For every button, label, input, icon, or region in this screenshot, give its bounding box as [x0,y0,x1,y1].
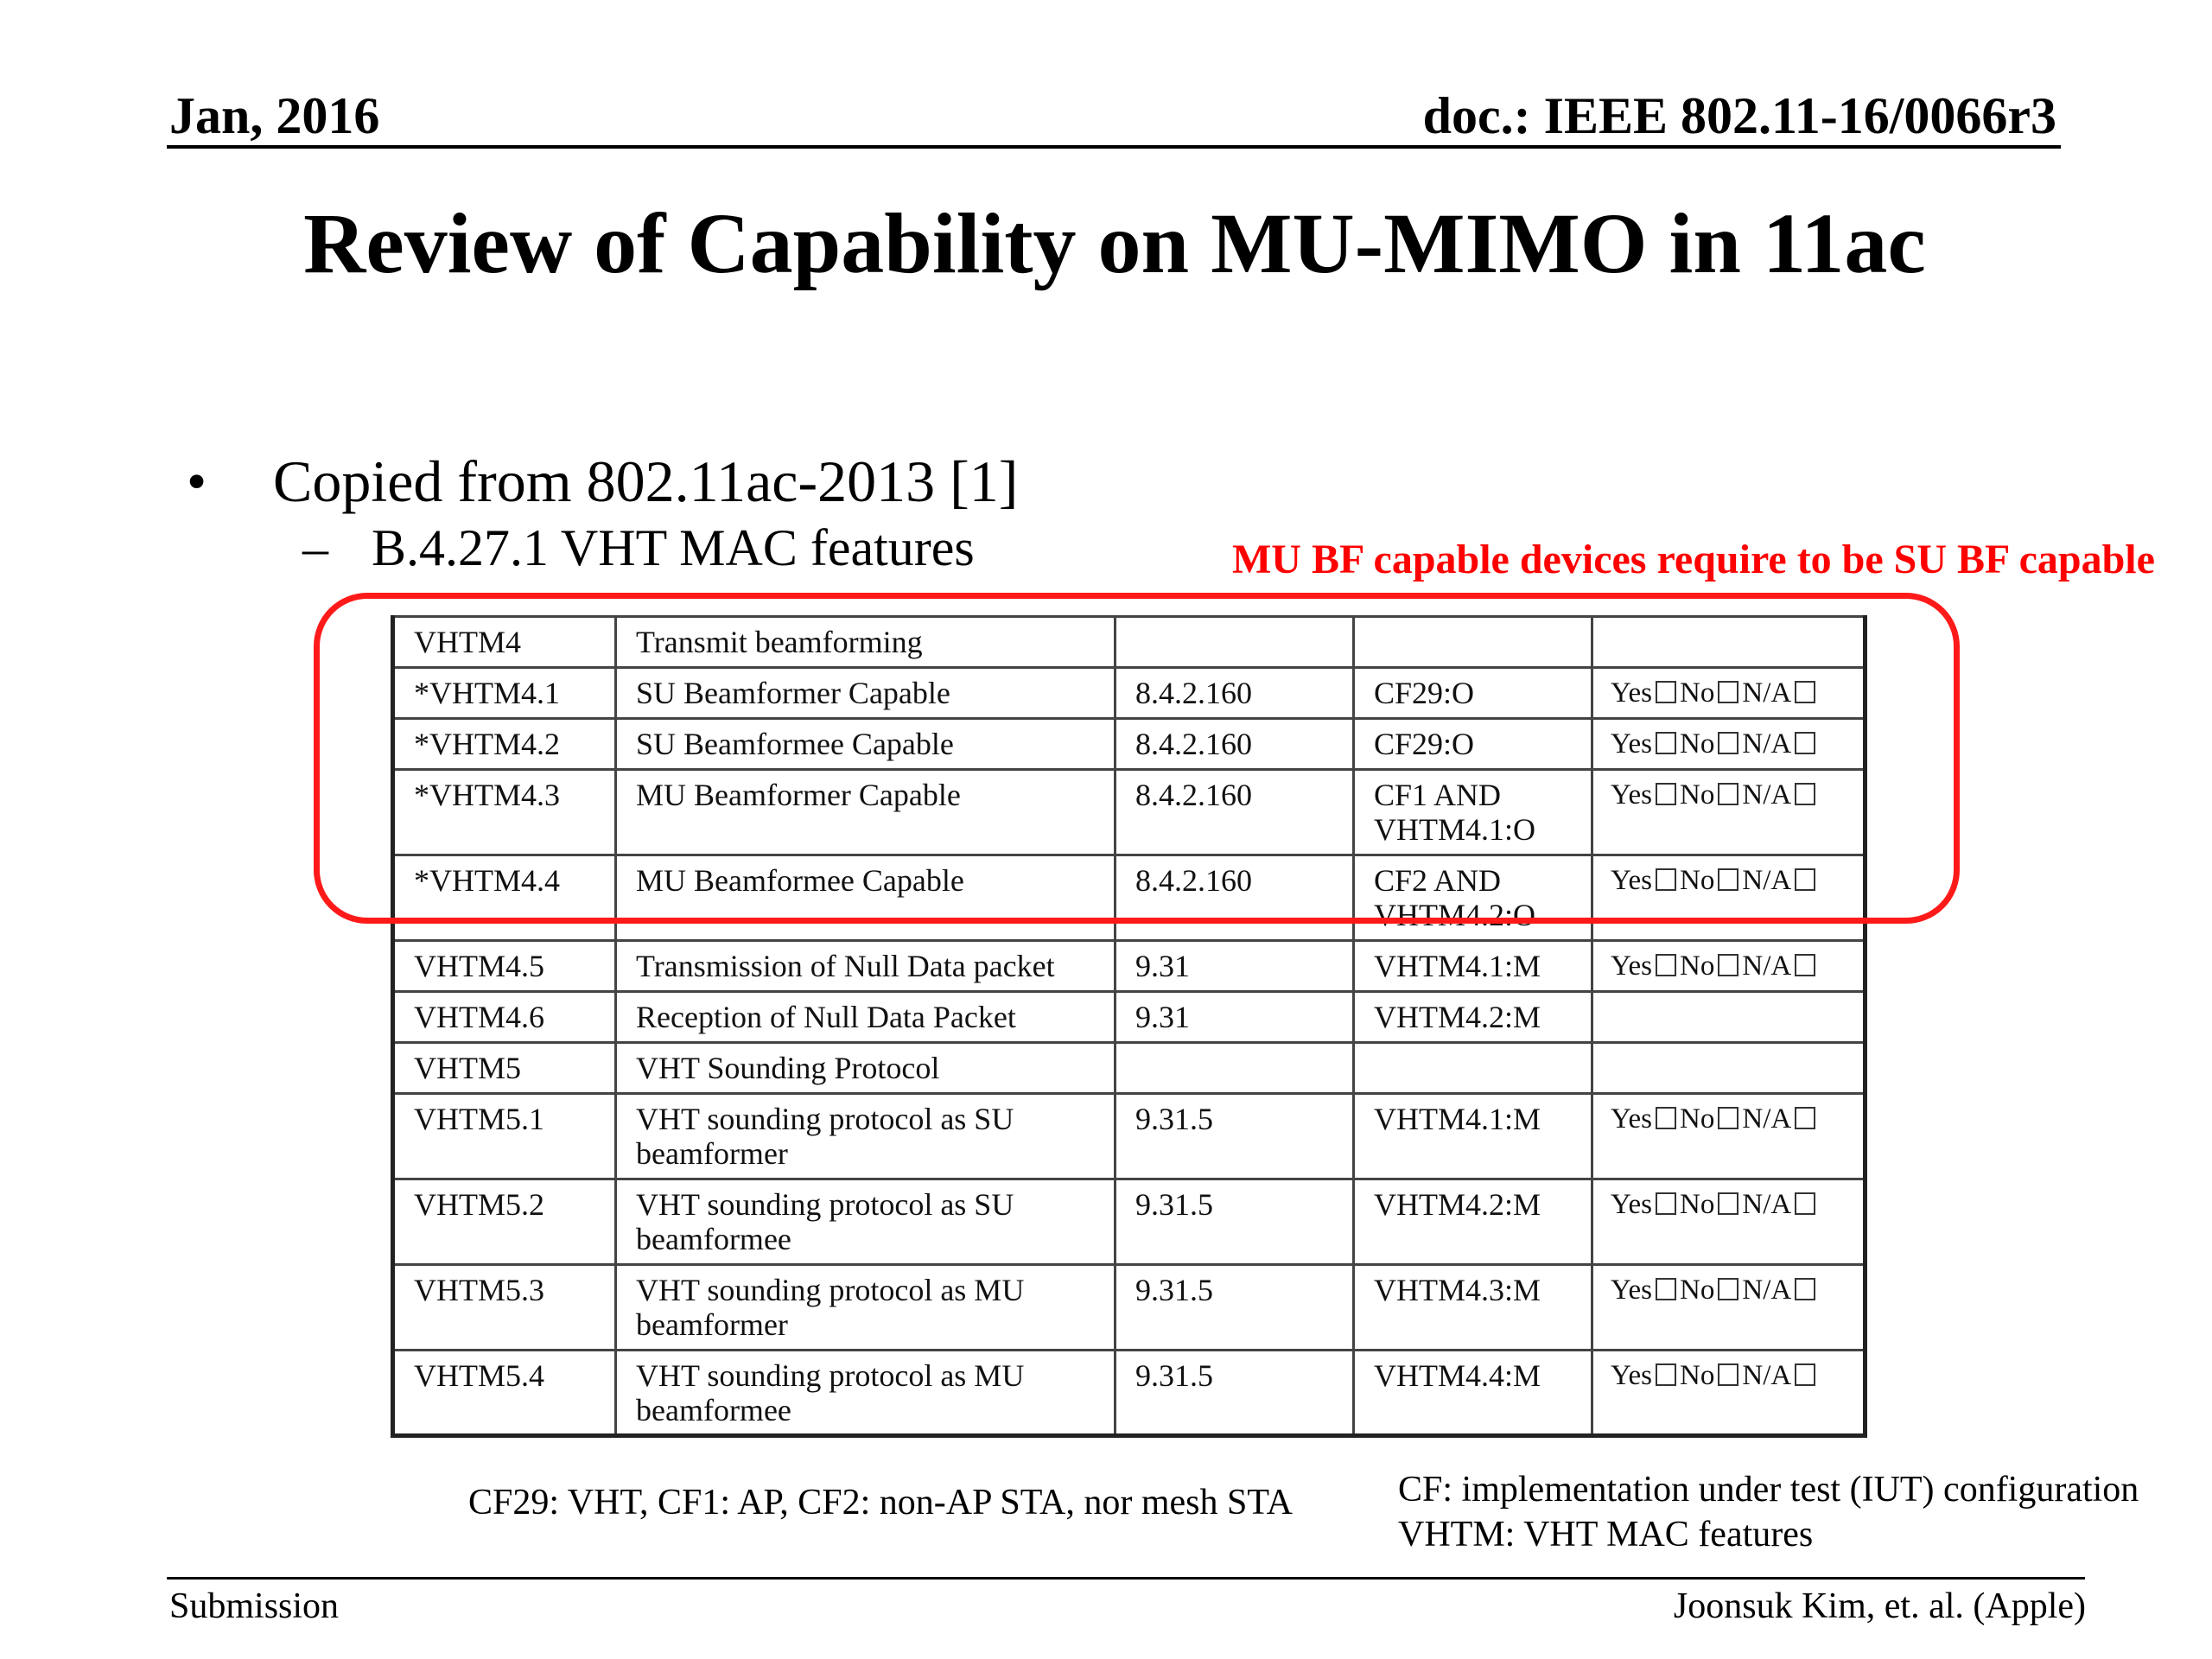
support-label-yes: Yes [1611,779,1653,810]
checkbox-no[interactable] [1718,1107,1738,1129]
checkbox-na[interactable] [1795,1192,1815,1215]
support-label-no: No [1680,1274,1715,1306]
row-reference: 9.31.5 [1116,1094,1354,1179]
row-status: VHTM4.3:M [1354,1265,1592,1351]
support-label-na: N/A [1742,950,1792,982]
checkbox-yes[interactable] [1656,1192,1676,1215]
table-row [393,941,1866,992]
support-label-na: N/A [1742,1360,1792,1391]
row-status: CF29:O [1354,668,1592,719]
row-support [1592,941,1866,992]
legend-cf-codes: CF29: VHT, CF1: AP, CF2: non-AP STA, nor mesh STA [468,1483,1294,1522]
header-rule [167,145,2061,149]
table-row [393,992,1866,1043]
support-label-yes: Yes [1611,728,1653,760]
support-label-yes: Yes [1611,677,1653,709]
row-support [1592,1094,1866,1179]
row-feature: MU Beamformer Capable [616,770,1116,855]
row-status: CF29:O [1354,719,1592,770]
row-support [1592,1265,1866,1351]
support-label-na: N/A [1742,677,1792,709]
checkbox-na[interactable] [1795,954,1815,976]
row-id: VHTM5.2 [393,1179,616,1265]
checkbox-na[interactable] [1795,1278,1815,1300]
sub-bullet-text: B.4.27.1 VHT MAC features [372,519,975,576]
row-id: VHTM5 [393,1043,616,1094]
row-feature: VHT sounding protocol as SU beamformer [616,1094,1116,1179]
row-reference: 8.4.2.160 [1116,719,1354,770]
row-feature: VHT sounding protocol as MU beamformee [616,1351,1116,1436]
legend-definitions [1398,1467,2139,1557]
bullet-marker: • [187,450,207,513]
checkbox-na[interactable] [1795,1107,1815,1129]
footer-rule [167,1577,2085,1580]
row-feature: VHT Sounding Protocol [616,1043,1116,1094]
support-label-yes: Yes [1611,1274,1653,1306]
checkbox-na[interactable] [1795,1363,1815,1386]
row-status: VHTM4.1:M [1354,1094,1592,1179]
support-label-no: No [1680,950,1715,982]
callout-text: MU BF capable devices require to be SU BF capable [1232,537,2155,582]
support-label-na: N/A [1742,865,1792,896]
table-row [393,1094,1866,1179]
row-feature: VHT sounding protocol as MU beamformer [616,1265,1116,1351]
row-id: *VHTM4.4 [393,855,616,941]
row-reference: 9.31.5 [1116,1351,1354,1436]
row-support [1592,1179,1866,1265]
row-reference: 9.31.5 [1116,1179,1354,1265]
support-label-no: No [1680,677,1715,709]
header-doc-id: doc.: IEEE 802.11-16/0066r3 [1422,87,2056,144]
support-label-na: N/A [1742,1274,1792,1306]
row-feature: SU Beamformee Capable [616,719,1116,770]
row-feature: Reception of Null Data Packet [616,992,1116,1043]
support-label-yes: Yes [1611,1360,1653,1391]
row-feature: Transmit beamforming [616,617,1116,668]
row-support [1592,992,1866,1043]
table-row [393,1043,1866,1094]
row-reference: 9.31 [1116,992,1354,1043]
row-status: VHTM4.2:M [1354,1179,1592,1265]
row-id: VHTM5.4 [393,1351,616,1436]
row-status [1354,1043,1592,1094]
legend-cf-definition: CF: implementation under test (IUT) configuration [1398,1470,2139,1510]
support-label-no: No [1680,728,1715,760]
checkbox-yes[interactable] [1656,954,1676,976]
row-feature: MU Beamformee Capable [616,855,1116,941]
row-reference: 8.4.2.160 [1116,855,1354,941]
row-reference: 9.31 [1116,941,1354,992]
support-label-yes: Yes [1611,1103,1653,1135]
checkbox-yes[interactable] [1656,1363,1676,1386]
row-id: *VHTM4.1 [393,668,616,719]
support-label-no: No [1680,865,1715,896]
row-id: VHTM5.1 [393,1094,616,1179]
footer-authors: Joonsuk Kim, et. al. (Apple) [1673,1586,2086,1626]
footer-submission: Submission [169,1586,340,1626]
row-support [1592,1351,1866,1436]
row-feature: Transmission of Null Data packet [616,941,1116,992]
row-status: CF2 AND VHTM4.2:O [1354,855,1592,941]
row-status: VHTM4.2:M [1354,992,1592,1043]
row-reference [1116,1043,1354,1094]
sub-bullet-marker: – [302,519,328,576]
checkbox-no[interactable] [1718,1278,1738,1300]
support-label-na: N/A [1742,1189,1792,1220]
support-label-no: No [1680,779,1715,810]
support-label-yes: Yes [1611,1189,1653,1220]
row-status: VHTM4.4:M [1354,1351,1592,1436]
table-row [393,1351,1866,1436]
support-label-no: No [1680,1189,1715,1220]
row-id: VHTM4.5 [393,941,616,992]
checkbox-no[interactable] [1718,1363,1738,1386]
row-reference: 8.4.2.160 [1116,770,1354,855]
support-label-yes: Yes [1611,950,1653,982]
row-reference: 8.4.2.160 [1116,668,1354,719]
row-id: VHTM5.3 [393,1265,616,1351]
support-label-yes: Yes [1611,865,1653,896]
table-row [393,1179,1866,1265]
checkbox-no[interactable] [1718,954,1738,976]
header-date: Jan, 2016 [169,87,380,144]
bullet-text: Copied from 802.11ac-2013 [1] [273,448,1019,514]
support-label-no: No [1680,1103,1715,1135]
row-status: VHTM4.1:M [1354,941,1592,992]
support-label-na: N/A [1742,779,1792,810]
legend-vhtm-definition: VHTM: VHT MAC features [1398,1515,1814,1554]
support-label-no: No [1680,1360,1715,1391]
row-id: *VHTM4.2 [393,719,616,770]
row-id: VHTM4.6 [393,992,616,1043]
row-reference: 9.31.5 [1116,1265,1354,1351]
checkbox-yes[interactable] [1656,1107,1676,1129]
support-label-na: N/A [1742,1103,1792,1135]
checkbox-yes[interactable] [1656,1278,1676,1300]
row-feature: SU Beamformer Capable [616,668,1116,719]
row-id: VHTM4 [393,617,616,668]
row-feature: VHT sounding protocol as SU beamformee [616,1179,1116,1265]
support-label-na: N/A [1742,728,1792,760]
row-support [1592,1043,1866,1094]
highlight-box [314,593,1960,924]
checkbox-no[interactable] [1718,1192,1738,1215]
table-row [393,1265,1866,1351]
row-id: *VHTM4.3 [393,770,616,855]
row-status: CF1 AND VHTM4.1:O [1354,770,1592,855]
slide-title: Review of Capability on MU-MIMO in 11ac [303,195,1926,291]
